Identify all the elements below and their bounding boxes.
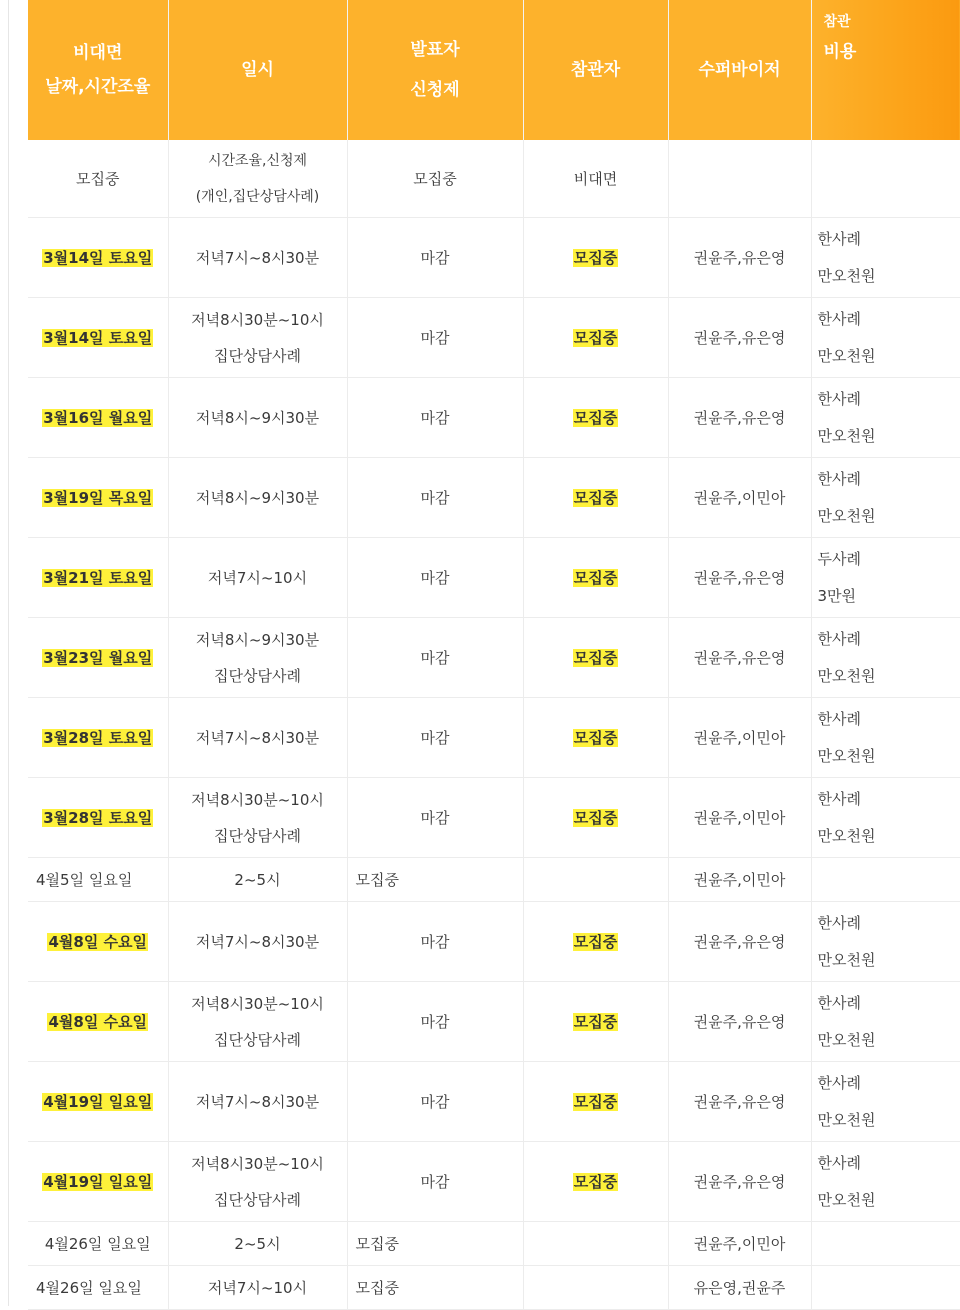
date-text: 3월16일 월요일 xyxy=(42,409,153,427)
supervisor-cell xyxy=(668,298,811,378)
time-cell xyxy=(168,1266,347,1310)
header-fee xyxy=(811,0,960,140)
date-cell xyxy=(28,982,168,1062)
header-presenter-line1: 발표자 xyxy=(348,30,523,70)
table-row xyxy=(28,458,960,538)
supervisor-text: 권윤주,유은영 xyxy=(694,1093,786,1111)
presenter-cell xyxy=(347,378,523,458)
observer-status: 모집중 xyxy=(573,249,618,267)
presenter-status: 마감 xyxy=(421,1173,450,1191)
supervisor-text: 권윤주,이민아 xyxy=(694,729,786,747)
fee-amount: 3만원 xyxy=(818,578,960,615)
supervisor-text: 권윤주,유은영 xyxy=(694,409,786,427)
supervisor-cell xyxy=(668,902,811,982)
date-cell xyxy=(28,618,168,698)
table-row xyxy=(28,778,960,858)
presenter-status: 마감 xyxy=(421,729,450,747)
fee-case: 한사례 xyxy=(818,905,960,942)
presenter-status: 마감 xyxy=(421,1013,450,1031)
fee-case: 한사례 xyxy=(818,701,960,738)
date-text: 4월19일 일요일 xyxy=(42,1173,153,1191)
observer-status: 모집중 xyxy=(573,1013,618,1031)
fee-case: 한사례 xyxy=(818,1145,960,1182)
presenter-cell xyxy=(347,1142,523,1222)
observer-cell xyxy=(523,1222,668,1266)
presenter-status: 마감 xyxy=(421,649,450,667)
fee-cell xyxy=(811,1062,960,1142)
supervisor-cell xyxy=(668,698,811,778)
supervisor-text: 권윤주,이민아 xyxy=(694,871,786,889)
fee-amount: 만오천원 xyxy=(818,338,960,375)
table-row xyxy=(28,538,960,618)
fee-case: 한사례 xyxy=(818,985,960,1022)
header-presenter xyxy=(347,0,523,140)
header-observer-label: 참관자 xyxy=(524,53,668,87)
time-line1: 2~5시 xyxy=(234,871,280,889)
fee-cell xyxy=(811,618,960,698)
date-cell xyxy=(28,1062,168,1142)
fee-amount: 만오천원 xyxy=(818,418,960,455)
fee-cell xyxy=(811,778,960,858)
presenter-status: 모집중 xyxy=(413,170,456,188)
observer-status: 모집중 xyxy=(573,809,618,827)
time-cell xyxy=(168,218,347,298)
supervisor-cell xyxy=(668,982,811,1062)
date-cell xyxy=(28,778,168,858)
supervisor-text: 권윤주,유은영 xyxy=(694,1013,786,1031)
observer-cell xyxy=(523,538,668,618)
time-cell xyxy=(168,140,347,218)
date-cell xyxy=(28,378,168,458)
date-text: 3월28일 토요일 xyxy=(42,729,153,747)
date-text: 4월5일 일요일 xyxy=(36,871,132,889)
date-cell xyxy=(28,1266,168,1310)
date-text: 4월26일 일요일 xyxy=(45,1235,151,1253)
time-line2: 집단상담사례 xyxy=(169,1182,347,1218)
supervisor-text: 권윤주,유은영 xyxy=(694,1173,786,1191)
fee-amount: 만오천원 xyxy=(818,658,960,695)
presenter-cell xyxy=(347,982,523,1062)
observer-status: 모집중 xyxy=(573,1093,618,1111)
date-cell xyxy=(28,858,168,902)
observer-cell xyxy=(523,458,668,538)
table-row xyxy=(28,298,960,378)
presenter-cell xyxy=(347,858,523,902)
time-line1: 저녁7시~8시30분 xyxy=(196,1093,319,1111)
observer-cell xyxy=(523,1266,668,1310)
date-text: 3월19일 목요일 xyxy=(42,489,153,507)
date-cell xyxy=(28,538,168,618)
presenter-cell xyxy=(347,902,523,982)
supervisor-text: 권윤주,유은영 xyxy=(694,249,786,267)
observer-cell xyxy=(523,858,668,902)
date-text: 4월26일 일요일 xyxy=(36,1279,142,1297)
header-row xyxy=(28,0,960,140)
presenter-status: 모집중 xyxy=(356,1279,399,1297)
supervisor-text: 권윤주,이민아 xyxy=(694,1235,786,1253)
time-line1: 저녁8시~9시30분 xyxy=(169,622,347,658)
date-text: 4월8일 수요일 xyxy=(47,933,148,951)
fee-case: 한사례 xyxy=(818,221,960,258)
fee-cell xyxy=(811,1222,960,1266)
presenter-cell xyxy=(347,298,523,378)
table-row xyxy=(28,1062,960,1142)
date-text: 4월8일 수요일 xyxy=(47,1013,148,1031)
page-left-rule xyxy=(8,0,9,1306)
fee-case: 한사례 xyxy=(818,1065,960,1102)
observer-cell xyxy=(523,1062,668,1142)
observer-status: 모집중 xyxy=(573,1173,618,1191)
fee-case: 한사례 xyxy=(818,621,960,658)
header-date xyxy=(28,0,168,140)
date-text: 모집중 xyxy=(76,170,119,188)
presenter-status: 마감 xyxy=(421,1093,450,1111)
date-cell xyxy=(28,140,168,218)
fee-cell xyxy=(811,140,960,218)
table-row xyxy=(28,982,960,1062)
supervisor-cell xyxy=(668,538,811,618)
time-line1: 저녁7시~8시30분 xyxy=(196,933,319,951)
observer-cell xyxy=(523,902,668,982)
presenter-status: 마감 xyxy=(421,569,450,587)
time-cell xyxy=(168,618,347,698)
time-line1: 저녁7시~8시30분 xyxy=(196,729,319,747)
time-cell xyxy=(168,298,347,378)
supervisor-text: 권윤주,유은영 xyxy=(694,933,786,951)
schedule-body xyxy=(28,140,960,1310)
time-cell xyxy=(168,1142,347,1222)
presenter-status: 마감 xyxy=(421,489,450,507)
time-line1: 저녁8시30분~10시 xyxy=(169,1146,347,1182)
presenter-cell xyxy=(347,1266,523,1310)
time-line1: 2~5시 xyxy=(234,1235,280,1253)
fee-cell xyxy=(811,1142,960,1222)
date-text: 3월21일 토요일 xyxy=(42,569,153,587)
fee-cell xyxy=(811,538,960,618)
observer-status: 모집중 xyxy=(573,729,618,747)
fee-amount: 만오천원 xyxy=(818,942,960,979)
time-cell xyxy=(168,538,347,618)
time-cell xyxy=(168,1062,347,1142)
observer-status: 모집중 xyxy=(573,649,618,667)
header-presenter-line2: 신청제 xyxy=(348,70,523,110)
time-line2: 집단상담사례 xyxy=(169,338,347,374)
supervisor-cell xyxy=(668,458,811,538)
supervisor-cell xyxy=(668,1222,811,1266)
supervisor-cell xyxy=(668,218,811,298)
observer-cell xyxy=(523,698,668,778)
presenter-status: 마감 xyxy=(421,249,450,267)
supervisor-text: 권윤주,유은영 xyxy=(694,569,786,587)
date-cell xyxy=(28,1222,168,1266)
time-cell xyxy=(168,378,347,458)
fee-cell xyxy=(811,902,960,982)
supervisor-cell xyxy=(668,1142,811,1222)
presenter-status: 모집중 xyxy=(356,871,399,889)
supervisor-text: 권윤주,이민아 xyxy=(694,809,786,827)
fee-cell xyxy=(811,698,960,778)
presenter-cell xyxy=(347,778,523,858)
fee-cell xyxy=(811,858,960,902)
supervisor-cell xyxy=(668,1062,811,1142)
presenter-cell xyxy=(347,458,523,538)
table-row xyxy=(28,1266,960,1310)
presenter-cell xyxy=(347,1222,523,1266)
time-cell xyxy=(168,1222,347,1266)
supervisor-cell xyxy=(668,1266,811,1310)
time-cell xyxy=(168,458,347,538)
observer-cell xyxy=(523,778,668,858)
table-row xyxy=(28,218,960,298)
table-row xyxy=(28,858,960,902)
date-cell xyxy=(28,1142,168,1222)
supervisor-text: 권윤주,유은영 xyxy=(694,329,786,347)
time-line1: 시간조율,신청제 xyxy=(169,143,347,179)
presenter-cell xyxy=(347,218,523,298)
observer-status: 모집중 xyxy=(573,569,618,587)
observer-text: 비대면 xyxy=(574,170,617,188)
time-line1: 저녁8시~9시30분 xyxy=(196,489,319,507)
date-cell xyxy=(28,218,168,298)
table-row xyxy=(28,378,960,458)
presenter-status: 모집중 xyxy=(356,1235,399,1253)
time-cell xyxy=(168,698,347,778)
presenter-status: 마감 xyxy=(421,329,450,347)
supervisor-cell xyxy=(668,778,811,858)
date-cell xyxy=(28,298,168,378)
supervisor-text: 유은영,권윤주 xyxy=(694,1279,786,1297)
presenter-status: 마감 xyxy=(421,809,450,827)
fee-cell xyxy=(811,458,960,538)
date-text: 3월14일 토요일 xyxy=(42,329,153,347)
time-cell xyxy=(168,982,347,1062)
observer-status: 모집중 xyxy=(573,329,618,347)
fee-amount: 만오천원 xyxy=(818,818,960,855)
presenter-status: 마감 xyxy=(421,933,450,951)
observer-cell xyxy=(523,140,668,218)
date-cell xyxy=(28,698,168,778)
fee-cell xyxy=(811,378,960,458)
observer-status: 모집중 xyxy=(573,933,618,951)
fee-case: 한사례 xyxy=(818,781,960,818)
observer-status: 모집중 xyxy=(573,409,618,427)
header-supervisor xyxy=(668,0,811,140)
fee-amount: 만오천원 xyxy=(818,1022,960,1059)
supervisor-text: 권윤주,유은영 xyxy=(694,649,786,667)
time-line1: 저녁8시30분~10시 xyxy=(169,302,347,338)
fee-amount: 만오천원 xyxy=(818,498,960,535)
time-line2: 집단상담사례 xyxy=(169,1022,347,1058)
time-line1: 저녁8시30분~10시 xyxy=(169,782,347,818)
time-line1: 저녁8시30분~10시 xyxy=(169,986,347,1022)
table-row xyxy=(28,140,960,218)
header-time xyxy=(168,0,347,140)
observer-cell xyxy=(523,618,668,698)
table-row xyxy=(28,1142,960,1222)
fee-case: 한사례 xyxy=(818,381,960,418)
header-time-label: 일시 xyxy=(169,53,347,87)
supervisor-text: 권윤주,이민아 xyxy=(694,489,786,507)
observer-cell xyxy=(523,982,668,1062)
observer-cell xyxy=(523,378,668,458)
presenter-cell xyxy=(347,618,523,698)
supervisor-cell xyxy=(668,378,811,458)
fee-case: 한사례 xyxy=(818,461,960,498)
time-line2: (개인,집단상담사례) xyxy=(169,179,347,215)
fee-amount: 만오천원 xyxy=(818,738,960,775)
date-cell xyxy=(28,902,168,982)
fee-cell xyxy=(811,298,960,378)
time-cell xyxy=(168,778,347,858)
fee-amount: 만오천원 xyxy=(818,258,960,295)
time-line1: 저녁8시~9시30분 xyxy=(196,409,319,427)
fee-cell xyxy=(811,1266,960,1310)
presenter-cell xyxy=(347,698,523,778)
fee-amount: 만오천원 xyxy=(818,1182,960,1219)
fee-cell xyxy=(811,218,960,298)
observer-status: 모집중 xyxy=(573,489,618,507)
time-cell xyxy=(168,902,347,982)
table-row xyxy=(28,902,960,982)
table-row xyxy=(28,1222,960,1266)
supervisor-cell xyxy=(668,140,811,218)
presenter-cell xyxy=(347,538,523,618)
header-observer xyxy=(523,0,668,140)
header-date-line2: 날짜,시간조율 xyxy=(28,70,168,104)
date-text: 3월23일 월요일 xyxy=(42,649,153,667)
time-line1: 저녁7시~10시 xyxy=(208,569,307,587)
observer-cell xyxy=(523,218,668,298)
fee-amount: 만오천원 xyxy=(818,1102,960,1139)
header-supervisor-label: 수퍼바이저 xyxy=(669,53,811,87)
header-fee-line2: 비용 xyxy=(824,32,960,72)
date-cell xyxy=(28,458,168,538)
date-text: 3월28일 토요일 xyxy=(42,809,153,827)
date-text: 4월19일 일요일 xyxy=(42,1093,153,1111)
presenter-cell xyxy=(347,140,523,218)
presenter-status: 마감 xyxy=(421,409,450,427)
header-fee-line1: 참관 xyxy=(824,12,960,32)
time-line2: 집단상담사례 xyxy=(169,818,347,854)
supervisor-cell xyxy=(668,858,811,902)
table-row xyxy=(28,698,960,778)
observer-cell xyxy=(523,298,668,378)
fee-case: 두사례 xyxy=(818,541,960,578)
time-line1: 저녁7시~8시30분 xyxy=(196,249,319,267)
fee-case: 한사례 xyxy=(818,301,960,338)
time-cell xyxy=(168,858,347,902)
time-line2: 집단상담사례 xyxy=(169,658,347,694)
time-line1: 저녁7시~10시 xyxy=(208,1279,307,1297)
fee-cell xyxy=(811,982,960,1062)
observer-cell xyxy=(523,1142,668,1222)
header-date-line1: 비대면 xyxy=(28,36,168,70)
schedule-table xyxy=(28,0,960,1310)
presenter-cell xyxy=(347,1062,523,1142)
table-row xyxy=(28,618,960,698)
supervisor-cell xyxy=(668,618,811,698)
date-text: 3월14일 토요일 xyxy=(42,249,153,267)
